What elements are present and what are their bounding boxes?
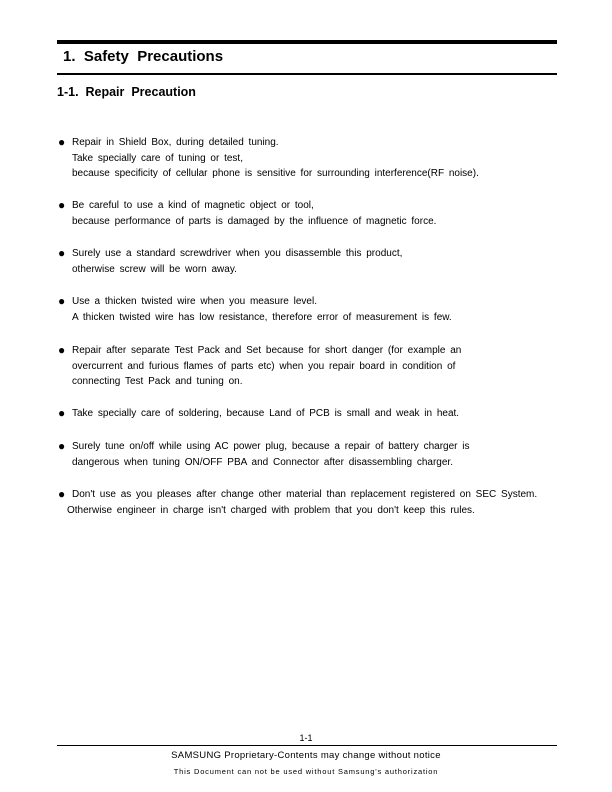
- page-number: 1-1: [299, 733, 313, 743]
- top-rule: [57, 40, 557, 44]
- section-subtitle: 1-1. Repair Precaution: [57, 85, 196, 99]
- precaution-line: Repair after separate Test Pack and Set because for short danger (for example an: [72, 345, 462, 356]
- precaution-item-6: [58, 406, 459, 422]
- bullet-icon: ●: [58, 406, 66, 420]
- precaution-item-8: [58, 487, 537, 518]
- precaution-line: Take specially care of tuning or test,: [72, 152, 243, 164]
- precaution-line: Otherwise engineer in charge isn't charged with problem that you don't keep this rules.: [67, 504, 475, 516]
- footer-notice: SAMSUNG Proprietary-Contents may change without notice: [171, 750, 441, 761]
- bullet-icon: ●: [58, 246, 66, 260]
- page-title: 1. Safety Precautions: [63, 48, 224, 65]
- precaution-item-1: [58, 135, 479, 182]
- precaution-line: dangerous when tuning ON/OFF PBA and Connector after disassembling charger.: [72, 456, 453, 468]
- precaution-line: A thicken twisted wire has low resistance, therefore error of measurement is few.: [72, 311, 452, 323]
- precaution-item-3: [58, 246, 402, 277]
- precaution-line: Surely tune on/off while using AC power plug, because a repair of battery charger is: [72, 441, 470, 452]
- precaution-line: Repair in Shield Box, during detailed tuning.: [72, 137, 279, 148]
- precaution-line: because specificity of cellular phone is sensitive for surrounding interference(RF noise).: [72, 168, 479, 180]
- footer-authorization: This Document can not be used without Samsung's authorization: [173, 767, 439, 776]
- precaution-line: Don't use as you pleases after change other material than replacement registered on SEC System.: [72, 489, 538, 500]
- title-rule: [57, 73, 557, 75]
- precaution-line: Be careful to use a kind of magnetic object or tool,: [72, 200, 314, 211]
- precaution-item-2: [58, 198, 436, 229]
- precaution-line: because performance of parts is damaged by the influence of magnetic force.: [72, 215, 437, 227]
- precaution-item-4: [58, 294, 452, 325]
- footer-rule: [57, 745, 557, 746]
- bullet-icon: ●: [58, 135, 66, 149]
- precaution-line: otherwise screw will be worn away.: [72, 263, 237, 275]
- bullet-icon: ●: [58, 487, 66, 501]
- precaution-item-5: [58, 343, 461, 390]
- bullet-icon: ●: [58, 294, 66, 308]
- precaution-item-7: [58, 439, 469, 470]
- precaution-line: Surely use a standard screwdriver when you disassemble this product,: [72, 248, 403, 259]
- bullet-icon: ●: [58, 198, 66, 212]
- bullet-icon: ●: [58, 439, 66, 453]
- precaution-line: Use a thicken twisted wire when you measure level.: [72, 296, 317, 307]
- precaution-line: overcurrent and furious flames of parts etc) when you repair board in condition of: [72, 360, 456, 372]
- bullet-icon: ●: [58, 343, 66, 357]
- precaution-line: connecting Test Pack and tuning on.: [72, 376, 243, 388]
- precaution-line: Take specially care of soldering, because Land of PCB is small and weak in heat.: [72, 408, 460, 419]
